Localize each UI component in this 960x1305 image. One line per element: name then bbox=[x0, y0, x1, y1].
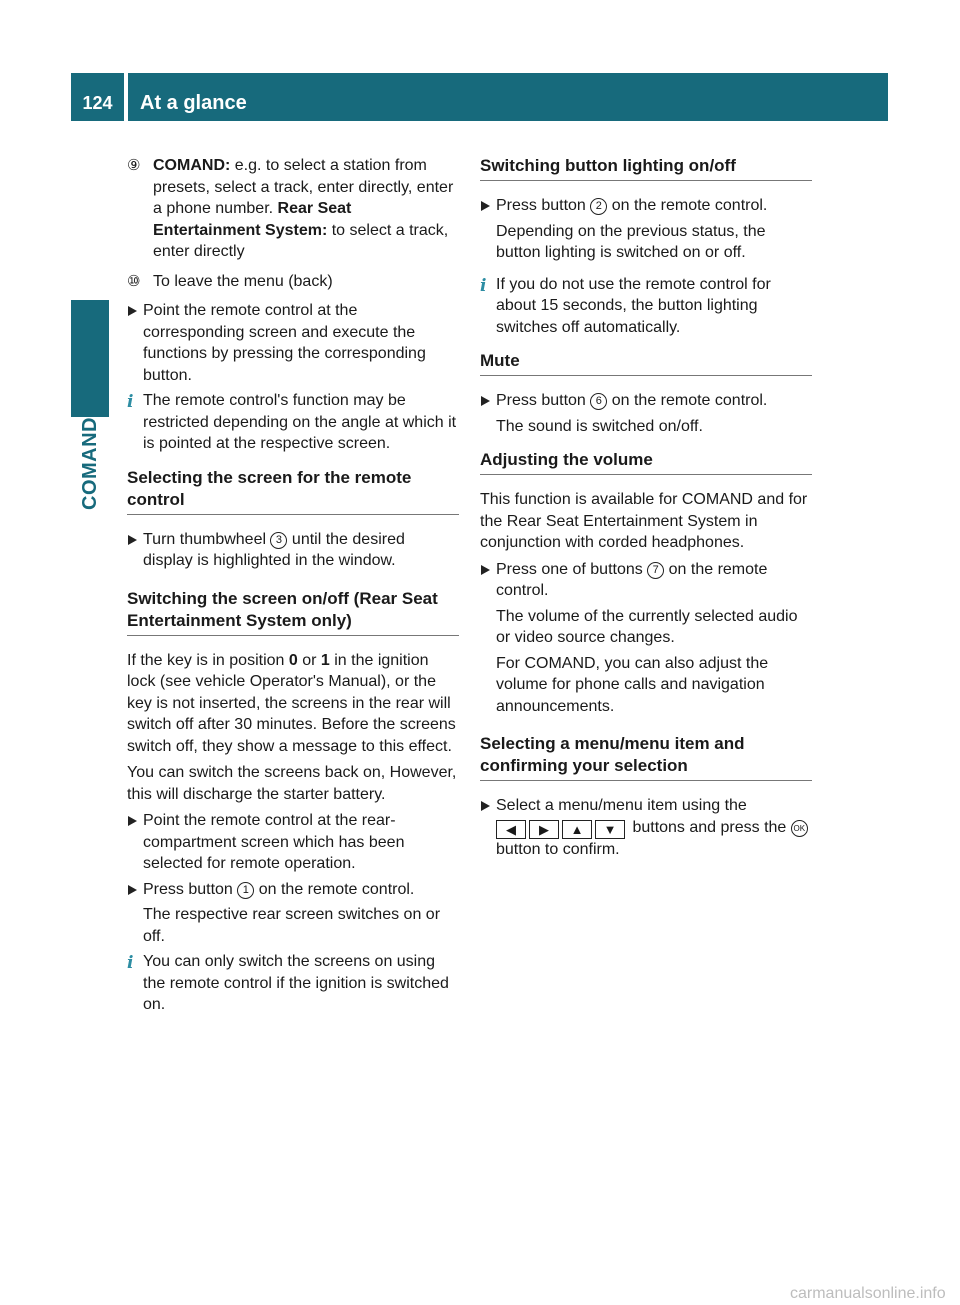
step-continuation: Depending on the previous status, the button lighting is switched on or off. bbox=[496, 222, 766, 261]
step-text: Press one of buttons bbox=[496, 560, 648, 578]
circled-number: 7 bbox=[647, 562, 664, 579]
paragraph: You can switch the screens back on, However, this will discharge the starter battery. bbox=[127, 764, 457, 803]
circled-number: 6 bbox=[590, 393, 607, 410]
left-arrow-key-icon: ◀ bbox=[496, 820, 526, 839]
instruction-step bbox=[480, 390, 812, 412]
page-number: 124 bbox=[82, 93, 113, 113]
step-text: on the remote control. bbox=[496, 560, 768, 599]
step-text: Press button bbox=[496, 197, 591, 214]
info-note bbox=[127, 390, 459, 455]
note-text: The remote control's function may be restricted depending on the angle at which it is pointed at the respective screen. bbox=[143, 392, 457, 452]
side-tab-marker bbox=[71, 300, 109, 417]
legend-item-9 bbox=[127, 155, 459, 263]
info-note bbox=[127, 951, 459, 1016]
side-tab-label bbox=[71, 417, 109, 617]
legend-marker: ⑨ bbox=[127, 157, 141, 174]
step-text: Select a menu/menu item using the bbox=[496, 797, 747, 814]
key-position: 1 bbox=[320, 651, 330, 669]
right-column bbox=[480, 155, 812, 864]
step-text: Press button bbox=[496, 392, 591, 409]
step-text: button to confirm. bbox=[496, 840, 620, 858]
section-heading: Adjusting the volume bbox=[480, 449, 812, 475]
circled-number: 3 bbox=[270, 532, 287, 549]
legend-text: e.g. to select a station from presets, select a track, enter directly, enter a phone number. bbox=[153, 157, 454, 217]
down-arrow-key-icon: ▼ bbox=[595, 820, 625, 839]
info-icon: i bbox=[480, 275, 487, 296]
instruction-step bbox=[480, 195, 812, 217]
paragraph-text: If the key is in position bbox=[127, 651, 289, 669]
info-icon: i bbox=[127, 953, 134, 973]
step-continuation: The respective rear screen switches on or off. bbox=[143, 906, 441, 945]
section-heading: Switching button lighting on/off bbox=[480, 155, 812, 181]
paragraph: This function is available for COMAND and for the Rear Seat Entertainment System in conjunction with corded headphones. bbox=[480, 491, 808, 551]
step-text: on the remote control. bbox=[607, 392, 768, 409]
legend-term: COMAND: bbox=[153, 157, 231, 174]
step-continuation: The sound is switched on/off. bbox=[496, 417, 703, 435]
side-tab-text: COMAND bbox=[79, 417, 101, 510]
chapter-title: At a glance bbox=[140, 92, 247, 114]
instruction-step: Point the remote control at the corresponding screen and execute the functions by pressing the corresponding button. bbox=[127, 300, 459, 386]
legend-term: Rear Seat Entertainment System: bbox=[153, 200, 352, 239]
step-text: until the desired display is highlighted in the window. bbox=[143, 530, 405, 569]
info-icon: i bbox=[127, 392, 134, 412]
note-text: You can only switch the screens on using the remote control if the ignition is switched on. bbox=[143, 953, 449, 1013]
circled-number: 2 bbox=[590, 198, 607, 215]
instruction-step bbox=[480, 795, 812, 860]
section-heading: Selecting the screen for the remote control bbox=[127, 467, 459, 515]
step-continuation: The volume of the currently selected audio or video source changes. bbox=[496, 607, 798, 646]
footer-watermark: carmanualsonline.info bbox=[790, 1285, 946, 1302]
instruction-step bbox=[480, 559, 812, 602]
ok-button-icon: OK bbox=[791, 820, 808, 837]
right-arrow-key-icon: ▶ bbox=[529, 820, 559, 839]
paragraph-text: in the ignition lock (see vehicle Operator's Manual), or the key is not inserted, the screens in the rear will switch off after 30 minutes. Before the screens switch off, they show a message to this effect. bbox=[127, 651, 456, 755]
instruction-step: Point the remote control at the rear-compartment screen which has been selected for remote operation. bbox=[127, 810, 459, 875]
note-text: If you do not use the remote control for about 15 seconds, the button lighting switches off automatically. bbox=[496, 275, 771, 336]
legend-text: to select a track, enter directly bbox=[153, 221, 449, 260]
section-heading: Selecting a menu/menu item and confirming your selection bbox=[480, 733, 812, 781]
circled-number: 1 bbox=[237, 882, 254, 899]
step-text: Turn thumbwheel bbox=[143, 530, 271, 548]
section-heading: Mute bbox=[480, 350, 812, 376]
instruction-step bbox=[127, 529, 459, 572]
step-text: on the remote control. bbox=[254, 880, 415, 898]
up-arrow-key-icon: ▲ bbox=[562, 820, 592, 839]
step-text: buttons and press the bbox=[628, 818, 791, 836]
legend-marker: ⑩ bbox=[127, 272, 141, 290]
section-heading: Switching the screen on/off (Rear Seat Entertainment System only) bbox=[127, 588, 459, 636]
instruction-step bbox=[127, 879, 459, 901]
header-divider bbox=[124, 73, 128, 121]
step-continuation: For COMAND, you can also adjust the volume for phone calls and navigation announcements. bbox=[496, 654, 769, 715]
legend-text: To leave the menu (back) bbox=[153, 272, 333, 290]
paragraph-text: or bbox=[297, 651, 321, 669]
left-column bbox=[127, 155, 459, 1024]
key-position: 0 bbox=[288, 651, 298, 669]
paragraph bbox=[127, 650, 459, 758]
info-note bbox=[480, 274, 812, 339]
step-text: on the remote control. bbox=[607, 197, 768, 214]
step-text: Press button bbox=[143, 880, 238, 898]
legend-item-10 bbox=[127, 271, 459, 293]
